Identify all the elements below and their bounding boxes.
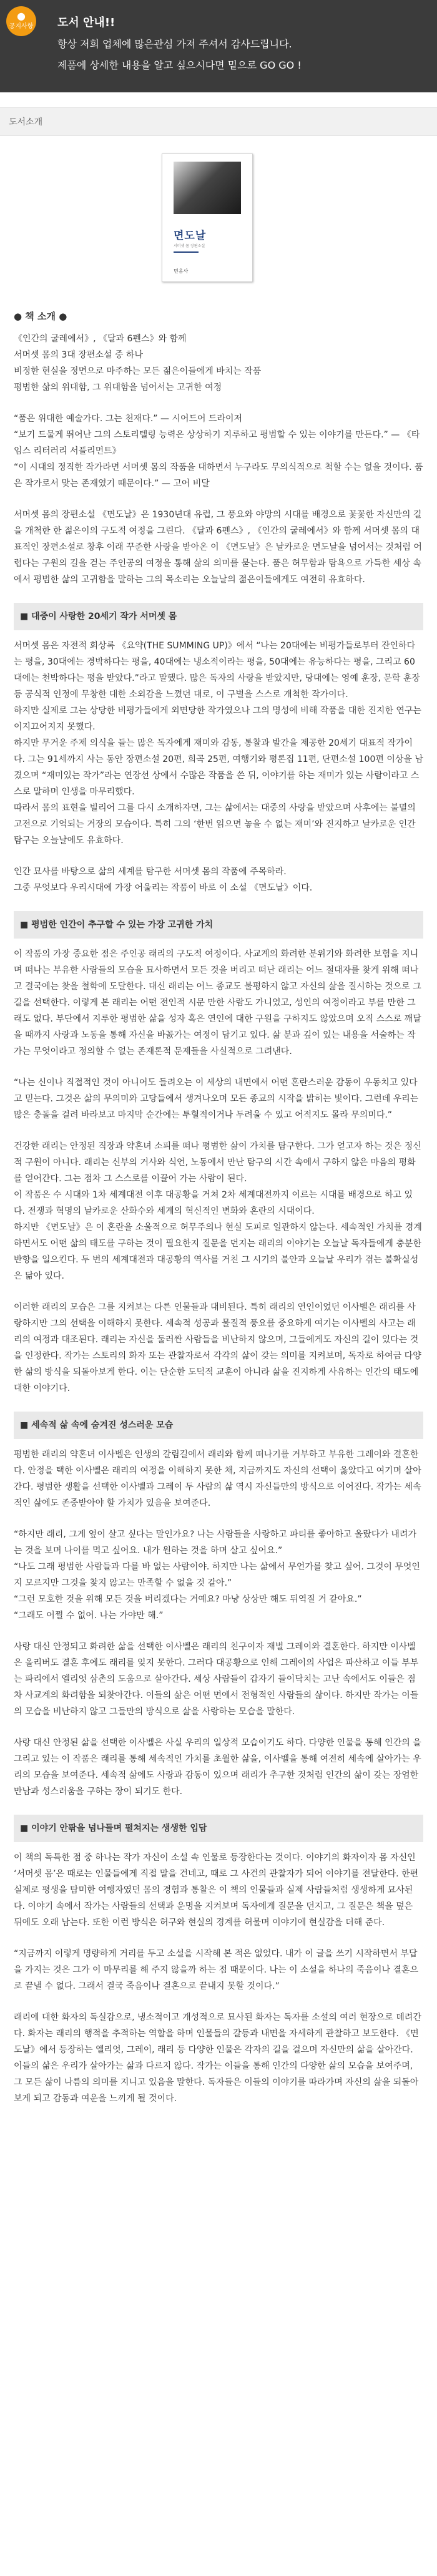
body-paragraph: 이 책의 독특한 점 중 하나는 작가 자신이 소설 속 인물로 등장한다는 것이다. 이야기의 화자이자 몸 자신인 ‘서머셋 몸’은 때로는 인물들에게 직접 말을 건네고, 때로 그 사건의 관찰자가 되어 이야기를 전달한다. 한편 실제로 평생을 탐미한 여행자였던 몸의 경험과 통찰은 이 책의 인물들과 실제 사람들처럼 생생하게 묘사된다. 이야기 속에서 작가는 사람들의 선택과 운명을 지켜보며 독자에게 질문을 던지고, 그 질문은 책을 덮은 뒤에도 오래 남는다. 또한 이런 방식은 허구와 현실의 경계를 허물며 이야기에 현실감을 더해 준다. xyxy=(14,1853,419,1928)
book-cover xyxy=(162,154,253,282)
body-paragraph: 이러한 래리의 모습은 그를 지켜보는 다른 인물들과 대비된다. 특히 래리의 연인이었던 이사벨은 래리를 사랑하지만 그의 선택을 이해하지 못한다. 세속적 성공과 물질적 풍요를 중요하게 여기는 이사벨의 사고는 래리의 여정과 대조된다. 래리는 자신을 둘러싼 사람들을 비난하지 않으며, 그들에게도 자신의 길이 있다는 것을 인정한다. 작가는 스토리의 화자 또는 관찰자로서 각각의 삶이 갖는 의미를 지켜보며, 독자로 하여금 다양한 삶의 방식을 되돌아보게 한다. 이는 단순한 도덕적 교훈이 아니라 삶을 진지하게 사유하는 인간의 태도에 대한 이야기다. xyxy=(14,1302,421,1393)
body-paragraph: 사랑 대신 안정되고 화려한 삶을 선택한 이사벨은 래리의 친구이자 재벌 그레이와 결혼한다. 하지만 이사벨은 올리버도 결혼 후에도 래리를 잊지 못한다. 그러다 대공황으로 인해 그레이의 사업은 파산하고 이들 부부는 파리에서 엘리엇 삼촌의 도움으로 살아간다. 세상 사람들이 갑자기 들이닥치는 고난 속에서도 이들은 점차 사교계의 화려함을 되찾아간다. 이들의 삶은 어떤 면에서 전형적인 사람들의 삶이다. 하지만 작가는 이들의 모습을 비난하지 않고 그들만의 방식으로 삶을 사랑하는 모습을 말한다. xyxy=(14,1642,419,1717)
body-paragraph: 《인간의 굴레에서》, 《달과 6펜스》와 함께 서머셋 몸의 3대 장편소설 중 하나 비정한 현실을 정면으로 마주하는 모든 젊은이들에게 바치는 작품 평범한 삶의 위대함, 그 위대함을 넘어서는 고귀한 여정 xyxy=(14,334,262,393)
section-tab-book-intro[interactable] xyxy=(0,107,437,136)
body-paragraph: 인간 묘사를 바탕으로 삶의 세계를 탐구한 서머셋 몸의 작품에 주목하라. 그중 무엇보다 우리시대에 가장 어울리는 작품이 바로 이 소설 《면도날》이다. xyxy=(14,867,313,893)
cover-subtitle: 서머셋 몸 장편소설 xyxy=(174,244,205,248)
book-description xyxy=(0,308,437,2107)
body-paragraph: 서머셋 몸은 자전적 회상록 《요약(THE SUMMING UP)》에서 “나는 20대에는 비평가들로부터 잔인하다는 평을, 30대에는 경박하다는 평을, 40대에는 냉소적이라는 평을, 50대에는 유능하다는 평을, 그리고 60대에는 천박하다는 평을 받았다.”라고 말했다. 많은 독자의 사랑을 받았지만, 당대에는 영예 훈장, 문학 훈장 등 공식적 인정에 무창한 대한 소외감을 느꼈던 대로, 이 구별을 스스로 개척한 작가이다. 하지만 실제로 그는 상당한 비평가들에게 외면당한 작가였으나 그의 명성에 비해 작품을 대한 진지한 연구는 이지끄어지지 못했다. 하지만 무거운 주제 의식을 들는 많은 독자에게 재미와 감동, 통찰과 발간을 제공한 20세기 대표적 작가이다. 그는 91세까지 사는 동안 장편소설 20편, 희곡 25편, 여행기와 평론집 11편, 단편소설 100편 이상을 남겼으며 “재미있는 작가”라는 연장선 상에서 수많은 작품을 쓴 뒤, 이야기를 하는 재미가 있는 사람이라고 스스로 말하며 인생을 마무리했다. 따라서 몸의 표현을 빌리어 그를 다시 소개하자면, 그는 삶에서는 대중의 사랑을 받았으며 사후에는 불멸의 고전으로 기억되는 거장의 모습이다. 특히 그의 ‘한번 읽으면 놓을 수 없는 재미’와 진지하고 날카로운 인간 탐구는 오늘날에도 유효하다. xyxy=(14,641,423,846)
body-paragraph: 건강한 래리는 안정된 직장과 약혼녀 소피를 떠나 평범한 삶이 가치를 탐구한다. 그가 얻고자 하는 것은 정신적 구원이 아니다. 래리는 신부의 거사와 식언, 노동에서 만난 탐구의 시간 속에서 구하지 않은 마음의 평화를 얻어간다. 그는 점차 그 스스로를 이끌어 가는 사람이 된다. 이 작품은 수 시대와 1차 세계대전 이후 대공황을 거쳐 2차 세계대전까지 이르는 시대를 배경으로 하고 있다. 전쟁과 혁명의 날카로운 산화수와 세계의 혁신적인 변화와 혼란의 시대이다. 하지만 《면도날》은 이 혼란을 소울적으로 허무주의나 현실 도피로 일관하지 않는다. 세속적인 가치를 경계하면서도 어떤 삶의 태도를 구하는 것이 필요한지 질문을 던지는 래리의 이야기는 오늘날 독자들에게 충분한 반향을 일으킨다. 두 번의 세계대전과 대공황의 역사를 거친 그 시기의 불안과 오늘날 우리가 겪는 불확실성은 닮아 있다. xyxy=(14,1141,422,1281)
cover-title: 면도날 xyxy=(174,230,207,242)
body-paragraph: “하지만 래리, 그게 옆이 살고 싶다는 말인가요? 나는 사람들을 사랑하고 파티를 좋아하고 올랐다가 내려가는 것을 보며 나이를 먹고 싶어요. 내가 원하는 것을 하며 살고 싶어요.” “나도 그래 평범한 사람들과 다를 바 없는 사람이야. 하지만 나는 삶에서 무언가를 찾고 싶어. 그것이 무엇인지 모르지만 그것을 찾지 않고는 만족할 수 없을 것 같아.” “그런 모호한 것을 위해 모든 것을 버리겠다는 거예요? 마냥 상상만 해도 뒤역질 거 같아요.” “그래도 어쩔 수 없어. 나는 가야만 해.” xyxy=(14,1530,420,1621)
cover-publisher-logo: 민음사 xyxy=(174,268,189,274)
body-paragraph: “품은 위대한 예술가다. 그는 천재다.” — 시어드어 드라이저 “보기 드물게 뛰어난 그의 스토리텔링 능력은 상상하기 지루하고 평범할 수 있는 이야기를 만든다.” — 《타임스 리터러리 서플리먼트》 “이 시대의 정직한 작가라면 서머셋 몸의 작품을 대하면서 누구라도 무의식적으로 척할 수는 없을 것이다. 품은 작가로서 맞는 존재였기 때문이다.” — 고어 비달 xyxy=(14,414,423,489)
body-paragraph: 래리에 대한 화자의 독실감으로, 냉소적이고 개성적으로 묘사된 화자는 독자를 소설의 여러 현장으로 데려간다. 화자는 래리의 행적을 추적하는 역할을 하며 인물들의 갈등과 내면을 자세하게 관찰하고 보도한다. 《면도날》에서 등장하는 엘리엇, 그레이, 래리 등 다양한 인물은 각자의 길을 걸으며 자신만의 삶을 살아간다. 이들의 삶은 우리가 살아가는 삶과 다르지 않다. 작가는 이들을 통해 인간의 다양한 삶의 모습을 보여주며, 그 모든 삶이 나름의 의미를 지니고 있음을 말한다. 독자들은 이들의 이야기를 따라가며 자신의 삶을 되돌아보게 되고 감동과 여운을 느끼게 될 것이다. xyxy=(14,2012,421,2104)
notice-line-1: 항상 저희 업체에 많은관심 가져 주셔서 감사드립니다. xyxy=(57,38,292,50)
subsection-header: ■ 이야기 안팎을 넘나들며 펼쳐지는 생생한 입담 xyxy=(14,1815,423,1842)
section-heading: ● 책 소개 ● xyxy=(14,311,67,322)
notice-title: 도서 안내!! xyxy=(57,16,115,29)
cover-divider xyxy=(174,251,199,253)
subsection-header: ■ 세속적 삶 속에 숨겨진 성스러운 모습 xyxy=(14,1412,423,1439)
notice-badge-label: 공지사항 xyxy=(9,23,34,30)
cover-photo xyxy=(174,162,241,214)
body-paragraph: “지금까지 이렇게 명량하게 거리를 두고 소설을 시작해 본 적은 없었다. 내가 이 글을 쓰기 시작하면서 부답을 가지는 것은 그가 이 마무리를 해 주지 않을까 하는 점 때문이다. 나는 이 소설을 하나의 죽음이나 결혼으로 끝낼 수 없다. 그래서 결국 죽음이나 결혼으로 끝내지 못할 것이다.” xyxy=(14,1949,419,1991)
cover-area xyxy=(0,136,437,305)
body-paragraph: “나는 신이나 직접적인 것이 아니어도 들려오는 이 세상의 내면에서 어떤 혼란스러운 감동이 우동치고 있다고 믿는다. 그것은 삶의 무의미와 고당들에서 생겨나오며 모든 종교의 시작을 밝히는 빛이다. 그런데 우리는 많은 충돌을 걸려 바라보고 마지막 순간에는 투혈적이거나 두려울 수 있고 어적지도 몰라 무의미다.” xyxy=(14,1078,419,1120)
body-paragraph: 서머셋 몸의 장편소설 《면도날》은 1930년대 유럽, 그 풍요와 야망의 시대를 배경으로 꽃꽃한 자신만의 길을 개척한 한 젊은이의 구도적 여정을 그린다. 《달과 6펜스》, 《인간의 굴레에서》와 함께 서머셋 몸의 대표적인 장편소설로 창후 이래 꾸준한 사랑을 받아온 이 《면도날》은 날카로운 면도날을 넘어서는 것처럼 어렵다는 구원의 길을 걷는 주인공의 여정을 통해 삶의 의미를 묻는다. 품은 허무함과 탐욕으로 가득한 세상 속에서 평범한 삶의 고귀함을 말하는 그의 목소리는 오늘날의 젊은이들에게도 여전히 유효하다. xyxy=(14,510,422,585)
subsection-header: ■ 대중이 사랑한 20세기 작가 서머셋 몸 xyxy=(14,603,423,630)
subsection-header: ■ 평범한 인간이 추구할 수 있는 가장 고귀한 가치 xyxy=(14,911,423,939)
bell-icon: ● xyxy=(17,10,26,22)
body-paragraph: 이 작품의 가장 중요한 점은 주인공 래리의 구도적 여정이다. 사교계의 화려한 분위기와 화려한 보험을 지니며 떠나는 부유한 사람들의 모습을 묘사하면서 모든 것을 버리고 떠난 래리는 어느 절대자를 찾게 위해 떠나고 결국에는 찾을 철학에 도달한다. 대신 래리는 어느 종교도 불평하지 않고 자신의 삶을 질시하는 것으로 그 길을 선택한다. 이렇게 본 래리는 어떤 전인적 시문 만한 사람도 가니었고, 성인의 여정이라고 부를 만한 그래도 없다. 부단에서 지루한 평범한 삶을 성자 혹은 연인에 대한 구원을 구하지도 않았으며 오직 스스로 깨달을 때까지 사랑과 노동을 통해 자신을 바꼸가는 여정이 담기고 있다. 삶 분과 깊이 있는 내용을 서술하는 작가는 무엇이라고 정의할 수 없는 존재론적 문제들을 사실적으로 그려낸다. xyxy=(14,949,421,1056)
section-tab-label: 도서소개 xyxy=(9,117,43,127)
body-paragraph: 사랑 대신 안정된 삶을 선택한 이사벨은 사실 우리의 일상적 모습이기도 하다. 다양한 인물을 통해 인간의 을 그리고 있는 이 작품은 래리를 통해 세속적인 가치를 초월한 삶을, 이사벨을 통해 여전히 세속에 살아가는 우리의 모습을 보여준다. 세속적 삶에도 사랑과 감동이 있으며 래리가 추구한 것처럼 인간의 삶이 갖는 장엄한 만남과 성스러움을 구하는 장이 되기도 한다. xyxy=(14,1738,421,1797)
notice-line-2: 제품에 상세한 내용을 알고 싶으시다면 밑으로 GO GO ! xyxy=(57,59,302,71)
notice-banner xyxy=(0,0,437,92)
body-paragraph: 평범한 래리의 약혼녀 이사벨은 인생의 갈림길에서 래리와 함께 떠나기를 거부하고 부유한 그레이와 결혼한다. 안정을 택한 이사벨은 래리의 여정을 이해하지 못한 채, 지금까지도 자신의 선택이 옳았다고 여기며 살아간다. 평범한 생활을 선택한 이사벨과 그레이 두 사람의 삶 역시 자신들만의 방식으로 이어진다. 작가는 세속적인 삶에도 존중받아야 할 가치가 있음을 보여준다. xyxy=(14,1450,421,1508)
notice-badge xyxy=(6,6,36,36)
